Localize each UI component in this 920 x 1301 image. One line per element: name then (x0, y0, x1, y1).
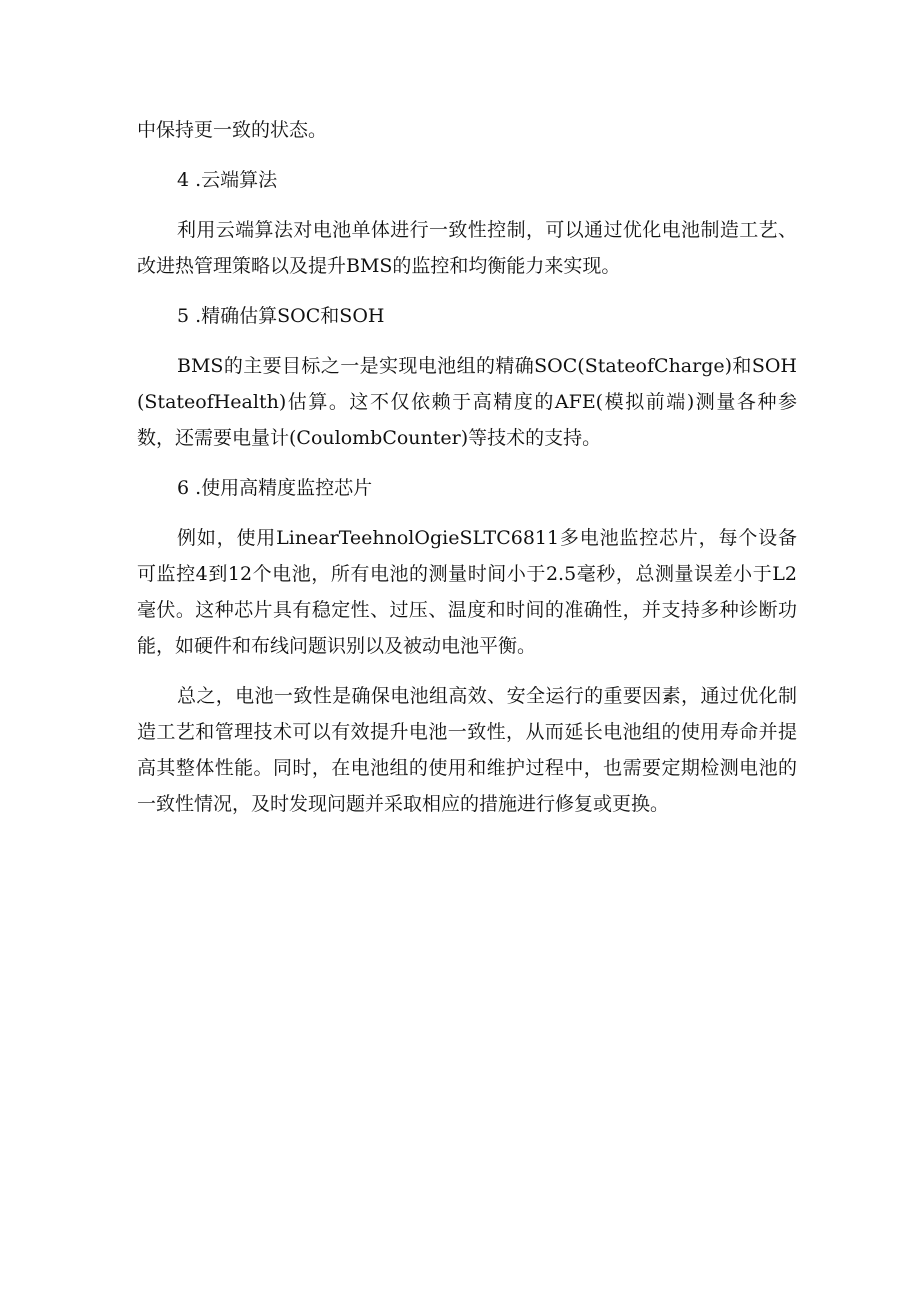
paragraph-monitoring-chip: 例如，使用LinearTeehnolOgieSLTC6811多电池监控芯片，每个设备可监控4到12个电池，所有电池的测量时间小于2.5毫秒，总测量误差小于L2毫伏。这种芯片具有稳定性、过压、温度和时间的准确性，并支持多种诊断功能，如硬件和布线问题识别以及被动电池平衡。 (137, 527, 797, 657)
paragraph-continuation: 中保持更一致的状态。 (137, 119, 328, 141)
document-body (137, 112, 797, 836)
paragraph-cloud-algorithm: 利用云端算法对电池单体进行一致性控制，可以通过优化电池制造工艺、改进热管理策略以及提升BMS的监控和均衡能力来实现。 (137, 219, 797, 277)
section-heading-cloud-algorithm: 4 .云端算法 (177, 169, 278, 191)
paragraph-soc-soh: BMS的主要目标之一是实现电池组的精确SOC(StateofCharge)和SOH(StateofHealth)估算。这不仅依赖于高精度的AFE(模拟前端)测量各种参数，还需要电量计(CoulombCounter)等技术的支持。 (137, 355, 797, 449)
section-heading-soc-soh: 5 .精确估算SOC和SOH (177, 305, 385, 327)
section-heading-monitoring-chip: 6 .使用高精度监控芯片 (177, 477, 373, 499)
paragraph-conclusion: 总之，电池一致性是确保电池组高效、安全运行的重要因素，通过优化制造工艺和管理技术可以有效提升电池一致性，从而延长电池组的使用寿命并提高其整体性能。同时，在电池组的使用和维护过程中，也需要定期检测电池的一致性情况，及时发现问题并采取相应的措施进行修复或更换。 (137, 685, 797, 815)
